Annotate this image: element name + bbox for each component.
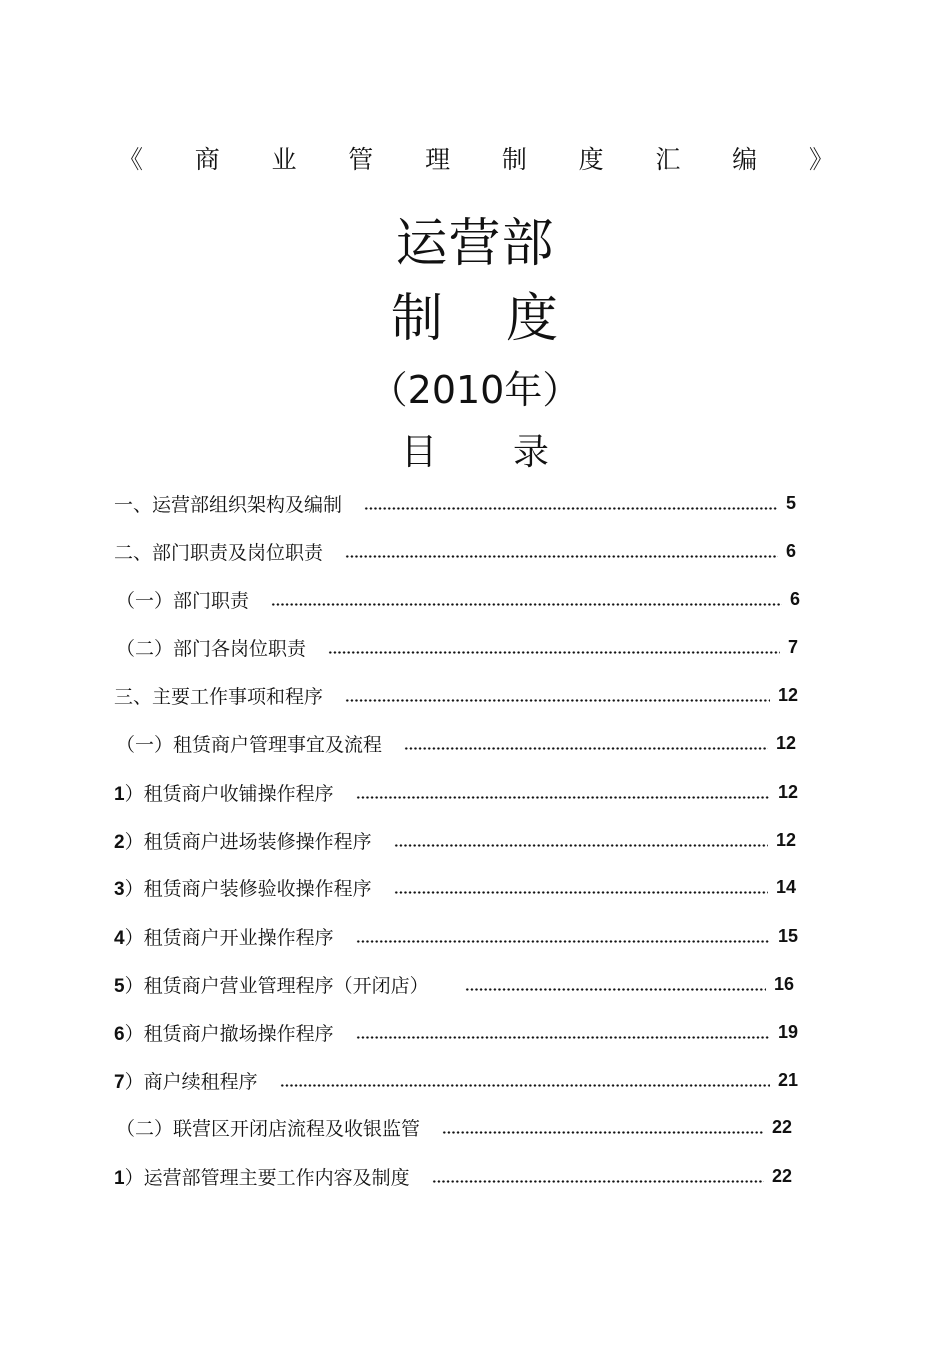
toc-entry-label: ）租赁商户撤场操作程序 xyxy=(124,1022,334,1045)
department-title: 运营部 xyxy=(395,214,555,274)
toc-dot-leader xyxy=(394,891,768,894)
toc-dot-leader xyxy=(345,699,770,702)
toc-entry[interactable] xyxy=(116,1112,792,1142)
toc-entry[interactable] xyxy=(114,680,798,710)
toc-entry[interactable] xyxy=(114,969,794,999)
toc-entry-number: 6 xyxy=(114,1023,125,1045)
toc-entry-label: ）租赁商户开业操作程序 xyxy=(124,926,334,949)
toc-entry-page: 15 xyxy=(777,925,798,946)
toc-entry-label: ）商户续租程序 xyxy=(124,1070,258,1093)
toc-dot-leader xyxy=(356,1036,770,1039)
toc-entry-number: 1 xyxy=(114,1167,125,1189)
series-title-char: 《 xyxy=(118,145,144,174)
toc-dot-leader xyxy=(404,747,768,750)
series-title-char: 商 xyxy=(194,145,220,174)
toc-dot-leader xyxy=(345,555,778,558)
toc-entry-label: 二、部门职责及岗位职责 xyxy=(114,541,324,564)
toc-entry[interactable] xyxy=(116,632,798,662)
series-title-char: 汇 xyxy=(655,145,681,174)
toc-entry[interactable] xyxy=(114,921,798,951)
toc-entry-page: 6 xyxy=(789,588,800,609)
toc-heading xyxy=(0,428,950,478)
series-title-char: 》 xyxy=(808,145,834,174)
toc-entry-label: ）租赁商户收铺操作程序 xyxy=(124,782,334,805)
toc-entry[interactable] xyxy=(114,777,798,807)
toc-entry-page: 12 xyxy=(777,684,798,705)
toc-dot-leader xyxy=(394,844,768,847)
toc-entry-number: 4 xyxy=(114,927,125,949)
toc-entry-number: 2 xyxy=(114,831,125,853)
toc-entry-page: 16 xyxy=(773,973,794,994)
series-title-char: 业 xyxy=(271,145,297,174)
toc-dot-leader xyxy=(465,988,766,991)
toc-entry-label: 一、运营部组织架构及编制 xyxy=(114,493,343,516)
toc-entry-page: 5 xyxy=(785,492,796,513)
toc-entry-label: ）租赁商户进场装修操作程序 xyxy=(124,830,372,853)
toc-entry-label: ）运营部管理主要工作内容及制度 xyxy=(124,1166,410,1189)
toc-entry[interactable] xyxy=(116,584,800,614)
toc-entry-number: 7 xyxy=(114,1071,125,1093)
toc-dot-leader xyxy=(356,796,770,799)
toc-entry-page: 19 xyxy=(777,1021,798,1042)
document-type-char: 制 xyxy=(390,289,444,349)
toc-entry-label: 三、主要工作事项和程序 xyxy=(114,685,324,708)
toc-heading-char: 目 xyxy=(400,432,437,473)
toc-entry-label: （一）租赁商户管理事宜及流程 xyxy=(116,733,383,756)
toc-dot-leader xyxy=(328,651,780,654)
toc-entry[interactable] xyxy=(114,1161,792,1191)
series-title-char: 度 xyxy=(578,145,604,174)
toc-dot-leader xyxy=(442,1131,764,1134)
toc-entry-number: 3 xyxy=(114,878,125,900)
toc-entry-page: 12 xyxy=(775,829,796,850)
document-type-title xyxy=(0,289,950,349)
toc-entry[interactable] xyxy=(114,488,796,518)
toc-dot-leader xyxy=(432,1180,764,1183)
toc-dot-leader xyxy=(280,1084,770,1087)
toc-entry-label: （二）联营区开闭店流程及收银监管 xyxy=(116,1117,421,1140)
toc-entry[interactable] xyxy=(114,536,796,566)
toc-entry-label: ）租赁商户营业管理程序（开闭店） xyxy=(124,974,429,997)
toc-entry-page: 21 xyxy=(777,1069,798,1090)
toc-entry-number: 1 xyxy=(114,783,125,805)
toc-entry-page: 22 xyxy=(771,1165,792,1186)
document-type-char: 度 xyxy=(506,289,560,349)
toc-entry-page: 14 xyxy=(775,876,796,897)
toc-entry-number: 5 xyxy=(114,975,125,997)
toc-entry-label: （二）部门各岗位职责 xyxy=(116,637,307,660)
toc-entry[interactable] xyxy=(114,872,796,902)
toc-dot-leader xyxy=(271,603,782,606)
toc-entry-page: 7 xyxy=(787,636,798,657)
toc-entry-page: 12 xyxy=(775,732,796,753)
toc-entry-page: 6 xyxy=(785,540,796,561)
series-title-char: 管 xyxy=(348,145,374,174)
toc-entry[interactable] xyxy=(116,728,796,758)
toc-dot-leader xyxy=(364,507,778,510)
toc-entry-page: 22 xyxy=(771,1116,792,1137)
toc-dot-leader xyxy=(356,940,770,943)
toc-entry-label: （一）部门职责 xyxy=(116,589,250,612)
toc-entry[interactable] xyxy=(114,1065,798,1095)
toc-entry-label: ）租赁商户装修验收操作程序 xyxy=(124,877,372,900)
toc-entry[interactable] xyxy=(114,1017,798,1047)
year-label: （2010年） xyxy=(369,368,581,412)
toc-entry-page: 12 xyxy=(777,781,798,802)
series-title-char: 制 xyxy=(501,145,527,174)
series-title-char: 理 xyxy=(425,145,451,174)
series-title-char: 编 xyxy=(732,145,758,174)
toc-heading-char: 录 xyxy=(513,432,550,473)
toc-entry[interactable] xyxy=(114,825,796,855)
series-title xyxy=(118,138,834,178)
